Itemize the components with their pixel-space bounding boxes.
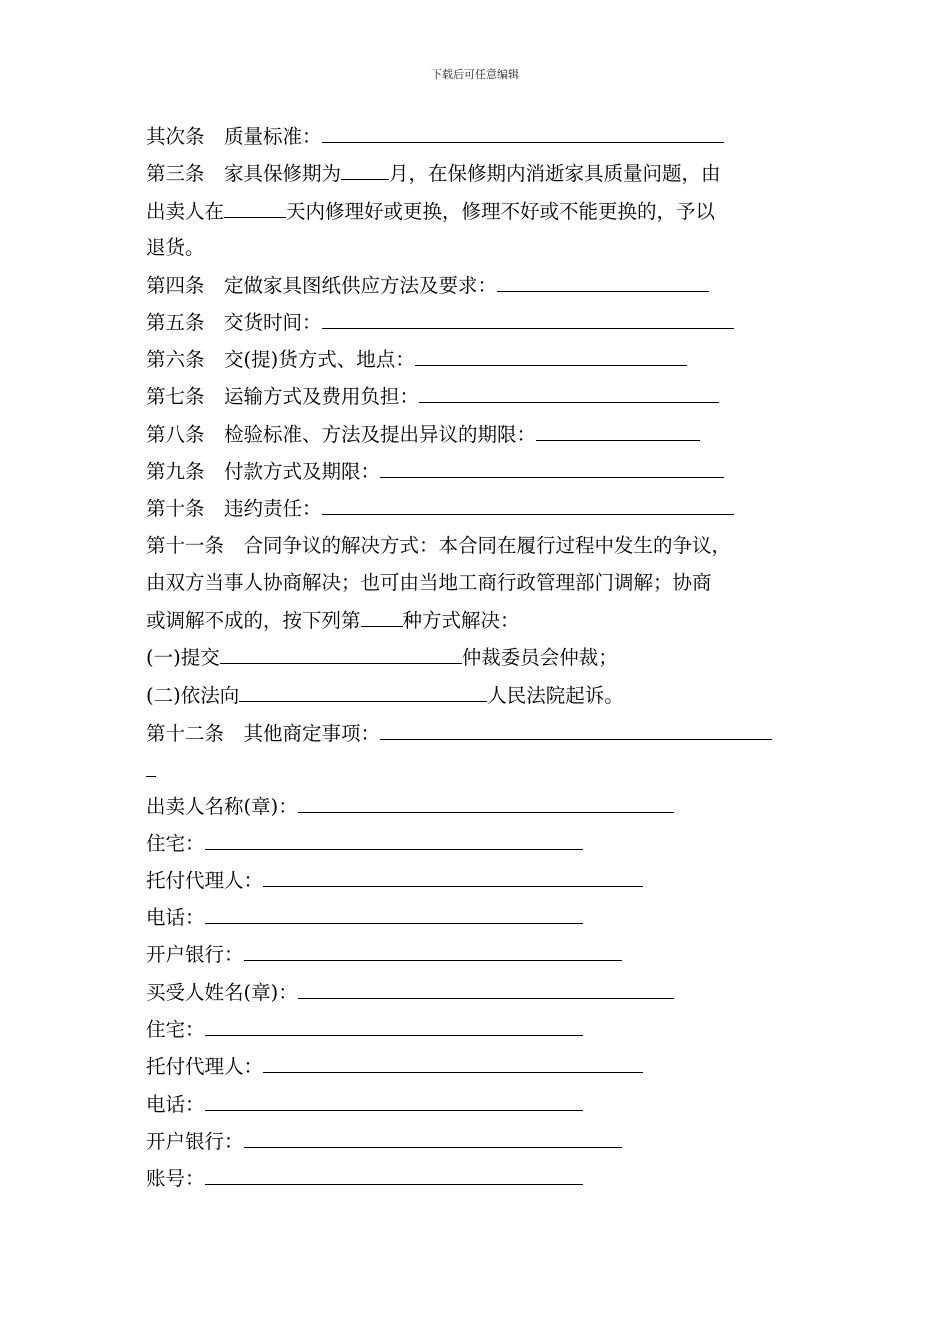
field-label: 托付代理人： [146, 1055, 264, 1078]
clause-text: 月，在保修期内消逝家具质量问题，由 [389, 162, 721, 185]
clause-text: (一)提交 [146, 646, 220, 669]
clause-9-payment [146, 459, 724, 484]
clause-label: 第八条 检验标准、方法及提出异议的期限： [146, 423, 537, 446]
buyer-agent-field [146, 1054, 643, 1079]
blank-field[interactable] [263, 1054, 643, 1073]
clause-7-transport [146, 384, 719, 409]
clause-text: 由双方当事人协商解决；也可由当地工商行政管理部门调解；协商 [146, 571, 712, 594]
clause-text: 天内修理好或更换，修理不好或不能更换的，予以 [286, 200, 716, 223]
seller-address-field [146, 831, 583, 856]
field-label: 开户银行： [146, 943, 244, 966]
page-header: 下载后可任意编辑 [431, 68, 519, 81]
blank-field[interactable] [298, 980, 674, 999]
blank-field[interactable] [497, 273, 709, 292]
option-arbitration [146, 645, 618, 670]
field-label: 开户银行： [146, 1130, 244, 1153]
clause-label: 第四条 定做家具图纸供应方法及要求： [146, 274, 498, 297]
blank-field[interactable] [322, 310, 734, 329]
clause-3-warranty-end [146, 236, 205, 260]
clause-text: 仲裁委员会仲裁； [461, 646, 618, 669]
clause-12-overflow [146, 758, 156, 783]
buyer-phone-field [146, 1092, 583, 1117]
blank-field[interactable] [239, 683, 487, 702]
clause-12-other [146, 721, 772, 746]
field-label: 买受人姓名(章)： [146, 981, 298, 1004]
clause-label: 第七条 运输方式及费用负担： [146, 385, 420, 408]
blank-field[interactable] [380, 459, 724, 478]
clause-3-warranty [146, 161, 721, 186]
blank-field[interactable] [244, 942, 622, 961]
field-label: 账号： [146, 1167, 205, 1190]
clause-label: 其次条 质量标准： [146, 125, 322, 148]
seller-bank-field [146, 942, 622, 967]
buyer-address-field [146, 1017, 583, 1042]
clause-11-dispute [146, 534, 731, 558]
clause-text: 人民法院起诉。 [487, 684, 624, 707]
field-label: 电话： [146, 906, 205, 929]
seller-phone-field [146, 905, 583, 930]
buyer-name-field [146, 980, 674, 1005]
field-label: 住宅： [146, 1018, 205, 1041]
blank-field[interactable] [322, 124, 724, 143]
clause-text: 种方式解决： [402, 609, 520, 632]
clause-text: 或调解不成的，按下列第 [146, 609, 361, 632]
blank-field[interactable] [146, 758, 156, 777]
blank-field[interactable] [380, 721, 772, 740]
blank-field[interactable] [419, 384, 719, 403]
clause-text: 第十一条 合同争议的解决方式：本合同在履行过程中发生的争议， [146, 534, 732, 557]
clause-6-delivery-method [146, 347, 687, 372]
clause-label: 第六条 交(提)货方式、地点： [146, 348, 415, 371]
blank-field[interactable] [244, 1129, 622, 1148]
blank-field[interactable] [415, 347, 687, 366]
option-court [146, 683, 624, 708]
blank-field[interactable] [322, 496, 734, 515]
field-label: 托付代理人： [146, 869, 264, 892]
blank-field[interactable] [220, 645, 462, 664]
blank-field[interactable] [536, 422, 700, 441]
blank-field[interactable] [205, 905, 583, 924]
clause-11-dispute-choice [146, 608, 520, 633]
buyer-account-field [146, 1166, 583, 1191]
seller-name-field [146, 794, 674, 819]
seller-agent-field [146, 868, 643, 893]
field-label: 电话： [146, 1093, 205, 1116]
clause-text: 出卖人在 [146, 200, 225, 223]
buyer-bank-field [146, 1129, 622, 1154]
clause-label: 第十二条 其他商定事项： [146, 722, 381, 745]
blank-field[interactable] [205, 831, 583, 850]
clause-4-drawings [146, 273, 709, 298]
clause-5-delivery-time [146, 310, 734, 335]
blank-field[interactable] [205, 1166, 583, 1185]
clause-text: (二)依法向 [146, 684, 240, 707]
blank-field[interactable] [298, 794, 674, 813]
blank-field[interactable] [224, 199, 286, 218]
clause-2-quality [146, 124, 724, 149]
clause-label: 第三条 家具保修期为 [146, 162, 342, 185]
clause-label: 第十条 违约责任： [146, 497, 322, 520]
blank-field[interactable] [205, 1092, 583, 1111]
clause-label: 第九条 付款方式及期限： [146, 460, 381, 483]
blank-field[interactable] [205, 1017, 583, 1036]
clause-10-liability [146, 496, 734, 521]
clause-3-warranty-cont [146, 199, 715, 224]
field-label: 住宅： [146, 832, 205, 855]
field-label: 出卖人名称(章)： [146, 795, 298, 818]
blank-field[interactable] [361, 608, 403, 627]
clause-11-dispute-cont [146, 571, 712, 595]
blank-field[interactable] [263, 868, 643, 887]
clause-8-inspection [146, 422, 700, 447]
blank-field[interactable] [341, 161, 389, 180]
clause-label: 第五条 交货时间： [146, 311, 322, 334]
clause-text: 退货。 [146, 236, 205, 259]
